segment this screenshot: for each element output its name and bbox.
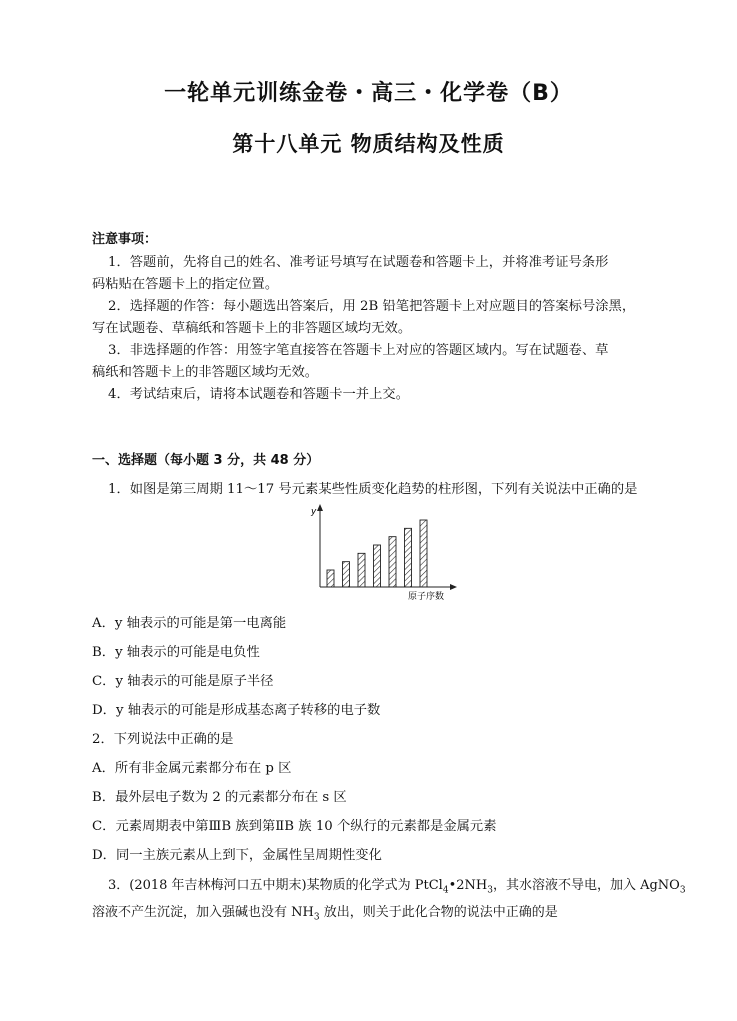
bar-6 bbox=[405, 528, 412, 587]
bar-5 bbox=[389, 537, 396, 587]
bar-1 bbox=[327, 570, 334, 587]
notice-heading: 注意事项： bbox=[92, 232, 158, 247]
notice-line-2: 码粘贴在答题卡上的指定位置。 bbox=[92, 277, 279, 292]
question-2-option-b: B．最外层电子数为 2 的元素都分布在 s 区 bbox=[92, 790, 347, 805]
y-axis-arrow bbox=[317, 504, 323, 511]
bar-chart bbox=[308, 502, 460, 602]
question-1-option-b: B．y 轴表示的可能是电负性 bbox=[92, 645, 260, 660]
question-1-option-c: C．y 轴表示的可能是原子半径 bbox=[92, 674, 274, 689]
x-axis-label: 原子序数 bbox=[408, 592, 445, 602]
notice-line-7: 4．考试结束后，请将本试题卷和答题卡一并上交。 bbox=[108, 387, 409, 402]
bar-4 bbox=[374, 545, 381, 587]
y-axis-label: y bbox=[311, 507, 317, 517]
notice-line-1: 1．答题前，先将自己的姓名、准考证号填写在试题卷和答题卡上，并将准考证号条形 bbox=[108, 255, 609, 270]
notice-line-3: 2．选择题的作答：每小题选出答案后，用 2B 铅笔把答题卡上对应题目的答案标号涂黑， bbox=[108, 299, 636, 314]
paper-title: 一轮单元训练金卷・高三・化学卷（B） bbox=[164, 81, 573, 106]
question-2-option-d: D．同一主族元素从上到下，金属性呈周期性变化 bbox=[92, 848, 382, 863]
question-2-stem: 2．下列说法中正确的是 bbox=[92, 732, 234, 747]
notice-line-5: 3．非选择题的作答：用签字笔直接答在答题卡上对应的答题区域内。写在试题卷、草 bbox=[108, 343, 609, 358]
notice-line-6: 稿纸和答题卡上的非答题区域均无效。 bbox=[92, 365, 319, 380]
question-3-stem-line-1: 3．(2018 年吉林梅河口五中期末)某物质的化学式为 $PtCl_4•2NH_3$，其水溶液不导电，加入 AgNO$_3$ bbox=[108, 878, 686, 896]
bar-2 bbox=[343, 562, 350, 587]
question-1-option-a: A．y 轴表示的可能是第一电离能 bbox=[92, 616, 287, 631]
notice-line-4: 写在试题卷、草稿纸和答题卡上的非答题区域均无效。 bbox=[92, 321, 412, 336]
question-2-option-a: A．所有非金属元素都分布在 p 区 bbox=[92, 761, 292, 776]
section-heading: 一、选择题（每小题 3 分，共 48 分） bbox=[92, 453, 320, 468]
question-1-stem: 1．如图是第三周期 11～17 号元素某些性质变化趋势的柱形图，下列有关说法中正确的是 bbox=[108, 482, 638, 497]
x-axis-arrow bbox=[450, 584, 457, 590]
question-3-stem-line-2: 溶液不产生沉淀，加入强碱也没有 $NH_3$ 放出，则关于此化合物的说法中正确的是 bbox=[92, 905, 558, 923]
bar-3 bbox=[358, 553, 365, 587]
question-2-option-c: C．元素周期表中第ⅢB 族到第ⅡB 族 10 个纵行的元素都是金属元素 bbox=[92, 819, 497, 834]
unit-subtitle: 第十八单元 物质结构及性质 bbox=[232, 132, 505, 156]
bar-7 bbox=[420, 520, 427, 587]
question-1-option-d: D．y 轴表示的可能是形成基态离子转移的电子数 bbox=[92, 703, 381, 718]
